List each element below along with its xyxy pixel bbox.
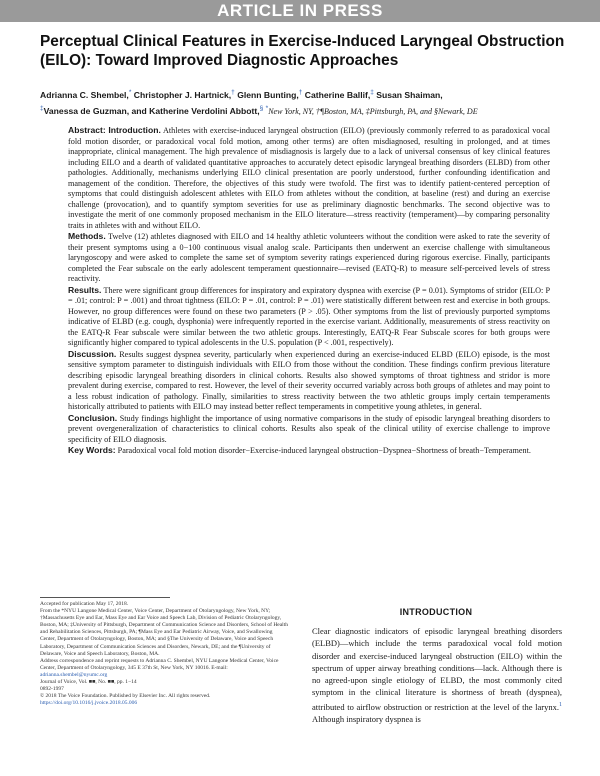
author-name[interactable]: and Katherine Verdolini Abbott, bbox=[131, 105, 260, 116]
abstract-discussion bbox=[68, 349, 550, 413]
affiliation-marker[interactable]: * bbox=[128, 89, 132, 96]
abstract-results bbox=[68, 285, 550, 349]
keywords-text: Paradoxical vocal fold motion disorder−Exercise-induced laryngeal obstruction−Dyspnea−Shortness of breath−Temperament. bbox=[117, 446, 531, 455]
introduction-text: Clear diagnostic indicators of episodic laryngeal breathing disorders (ELBD)—which include the terms paradoxical vocal fold motion disorder and exercise-induced laryngeal obstruction (EILO) within the spectrum of upper airway breathing conditions—lack. Although there is no agreed-upon single etiology of ELBD, the most commonly cited symptom in the clinical literature is shortness of breath (dyspnea), attributed to airflow obstruction or restriction at the level of the larynx. bbox=[312, 626, 562, 712]
section-label-results: Results. bbox=[68, 284, 102, 295]
affiliation-marker[interactable]: ‡ bbox=[40, 104, 44, 112]
abstract-label: Abstract: bbox=[68, 125, 106, 135]
affiliation-marker[interactable]: † bbox=[231, 89, 235, 96]
affiliation-marker[interactable]: § bbox=[259, 104, 264, 112]
section-label-discussion: Discussion. bbox=[68, 348, 117, 359]
section-label-methods: Methods. bbox=[68, 231, 106, 241]
section-text-discussion: Results suggest dyspnea severity, particularly when experienced during an exercise-induced ELBD (EILO) episode, is the most sensitive symptom parameter to distinguish individuals with EILO from those without the condition. These findings confirm previous literature describing episodic laryngeal breathing disorders in clinical cohorts. Results also showed symptoms of throat tightness and stridor is more prevalent during exercise, compared to rest. However, the level of their severity occurred variably across both groups of athletes and may point to a less robust indication of pathology. Finally, similarities to stress reactivity between the two athletic groups imply certain temperaments historically attributed to patients with EILO may instead better reflect temperaments in competitive young athletes, in general. bbox=[68, 349, 551, 411]
introduction-heading: INTRODUCTION bbox=[399, 607, 473, 617]
footnote-affiliations: From the *NYU Langone Medical Center, Voice Center, Department of Otolaryngology, New York, NY; †Massachusetts Eye and Ear, Mass Eye and Ear Voice and Speech Lab, Division of Pediatric Otolaryngology, Boston, MA; ‡University of Pittsburgh, Department of Communication Science and Disorders, School of Health and Rehabilitation Sciences, Pittsburgh, PA; ¶Mass Eye and Ear Pediatric Airway, Voice, and Swallowing Center, Department of Otolaryngology, Boston, MA; and §The University of Delaware, Voice and Speech Laboratory, Department of Communication Sciences and Disorders, Newark, DE; and the ¶University of Delaware, Voice and Speech Laboratory, Boston, MA. bbox=[40, 608, 288, 657]
citation-link[interactable]: 1 bbox=[559, 701, 562, 708]
article-title: Perceptual Clinical Features in Exercise-Induced Laryngeal Obstruction (EILO): Toward Improved Diagnostic Approaches bbox=[40, 33, 565, 69]
section-label-introduction: Introduction. bbox=[108, 125, 161, 135]
author-list bbox=[40, 86, 580, 118]
affiliation-marker[interactable]: ‡ bbox=[370, 89, 374, 96]
footnote-address-text: Address correspondence and reprint requests to Adrianna C. Shembel, NYU Langone Medical Center, Voice Center, Department of Otolaryngology, 345 E 37th St, New York, NY 10016. E-mail: bbox=[40, 657, 279, 671]
author-name[interactable]: Adrianna C. Shembel, bbox=[40, 89, 129, 100]
footnote-address bbox=[40, 658, 288, 679]
abstract-methods bbox=[68, 231, 550, 285]
section-text-conclusion: Study findings highlight the importance of using normative comparisons in the study of episodic laryngeal breathing disorders to prevent overgeneralization of characteristics to clinical cohorts. Results also speak of the clinical utility of exercise challenge to improve specificity of EILO diagnosis. bbox=[68, 413, 551, 444]
introduction-paragraph bbox=[312, 625, 562, 725]
footnote-accepted: Accepted for publication May 17, 2018. bbox=[40, 601, 129, 607]
section-text-results: There were significant group differences for inspiratory and expiratory dyspnea with exercise (P = 0.01). Symptoms of stridor (EILO: P = .01; control: P = .001) and throat tightness (EILO: P = .01, control: P = .01) were statistically different between rest and exercise in both groups. However, no group differences were found on these two parameters (P > .05). Other symptoms from the list of previously purported symptoms indicative of ELBD (e.g. cough, dysphonia) were infrequently reported in the exercise variant. Additionally, measurements of stress reactivity on the EATQ-R Fear subscale were similar between the two athletic groups. Interestingly, EATQ-R Fear Subscale scores for both groups were significantly higher compared to typical adolescents in the U.S. population (P < .001, respectively). bbox=[68, 285, 551, 347]
footnote-copyright: © 2018 The Voice Foundation. Published by Elsevier Inc. All rights reserved. bbox=[40, 693, 211, 700]
article-in-press-banner: ARTICLE IN PRESS bbox=[0, 0, 600, 22]
section-label-conclusion: Conclusion. bbox=[68, 412, 118, 423]
author-name[interactable]: Glenn Bunting, bbox=[237, 89, 299, 100]
doi-link[interactable]: https://doi.org/10.1016/j.jvoice.2018.05.006 bbox=[40, 700, 138, 707]
affiliation-marker[interactable]: * bbox=[265, 104, 269, 112]
author-name[interactable]: Christopher J. Hartnick, bbox=[133, 89, 232, 100]
email-link[interactable]: adrianna.shembel@nyumc.org bbox=[40, 671, 108, 678]
introduction-body bbox=[312, 625, 562, 725]
footnotes bbox=[40, 597, 288, 707]
section-text-introduction: Athletes with exercise-induced laryngeal obstruction (EILO) (previously commonly referred to as paradoxical vocal fold motion disorder, or paradoxical vocal fold motion, among other terms) are often misdiagnosed, resulting in prolonged, and at times inappropriate, clinical management. The high prevalence of misdiagnosis is largely due to a lack of universal consensus of key clinical features including EILO and a dearth of validated quantitative approaches to accurately detect episodic laryngeal breathing disorders (ELBD) from other pathologies. Additionally, mechanisms underlying EILO clinical presentation are poorly understood, further confounding identification and management of the condition. Therefore, the objectives of this study were twofold. The first was to identify patient-centered perception of symptoms that could distinguish adolescent athletes with EILO from athletes without the condition, at baseline (rest) and during an exercise challenge (provocation), and to quantify symptom severities for use as preliminary diagnostic benchmarks. The second objective was to investigate the merit of one commonly proposed mechanism in the EILO literature—stress reactivity (temperament)—by comparing personality traits in athletes with and without EILO. bbox=[68, 126, 550, 230]
abstract-introduction bbox=[68, 125, 550, 231]
abstract-conclusion bbox=[68, 413, 550, 446]
footnote-issn: 0892-1997 bbox=[40, 686, 64, 693]
abstract bbox=[68, 125, 550, 457]
footnote-journal: Journal of Voice, Vol. ■■, No. ■■, pp. 1−14 bbox=[40, 679, 137, 686]
author-name[interactable]: Catherine Ballif, bbox=[304, 89, 371, 100]
author-name[interactable]: Vanessa de Guzman, bbox=[43, 105, 130, 116]
abstract-keywords bbox=[68, 445, 550, 457]
section-text-methods: Twelve (12) athletes diagnosed with EILO and 14 healthy athletic volunteers without the condition were asked to rate the severity of their present symptoms using a 0−100 continuous visual analog scale. Participants then underwent an exercise challenge with simultaneous laryngoscopy and were asked to complete the same set of symptom severity ratings experienced during rigorous exercise. Finally, participants completed the Fear subscale on the early adolescent temperament questionnaire—revised (EATQ-R) to measure self-perceived levels of stress reactivity. bbox=[68, 232, 550, 283]
footnote-divider bbox=[40, 597, 170, 598]
affiliation-marker[interactable]: † bbox=[298, 89, 303, 96]
affiliations: New York, NY, †¶Boston, MA, ‡Pittsburgh, PA, and §Newark, DE bbox=[268, 106, 478, 116]
author-name[interactable]: Susan Shaiman, bbox=[376, 89, 443, 100]
section-label-keywords: Key Words: bbox=[68, 445, 116, 455]
introduction-text-continued: Although inspiratory dyspnea is bbox=[312, 713, 421, 724]
